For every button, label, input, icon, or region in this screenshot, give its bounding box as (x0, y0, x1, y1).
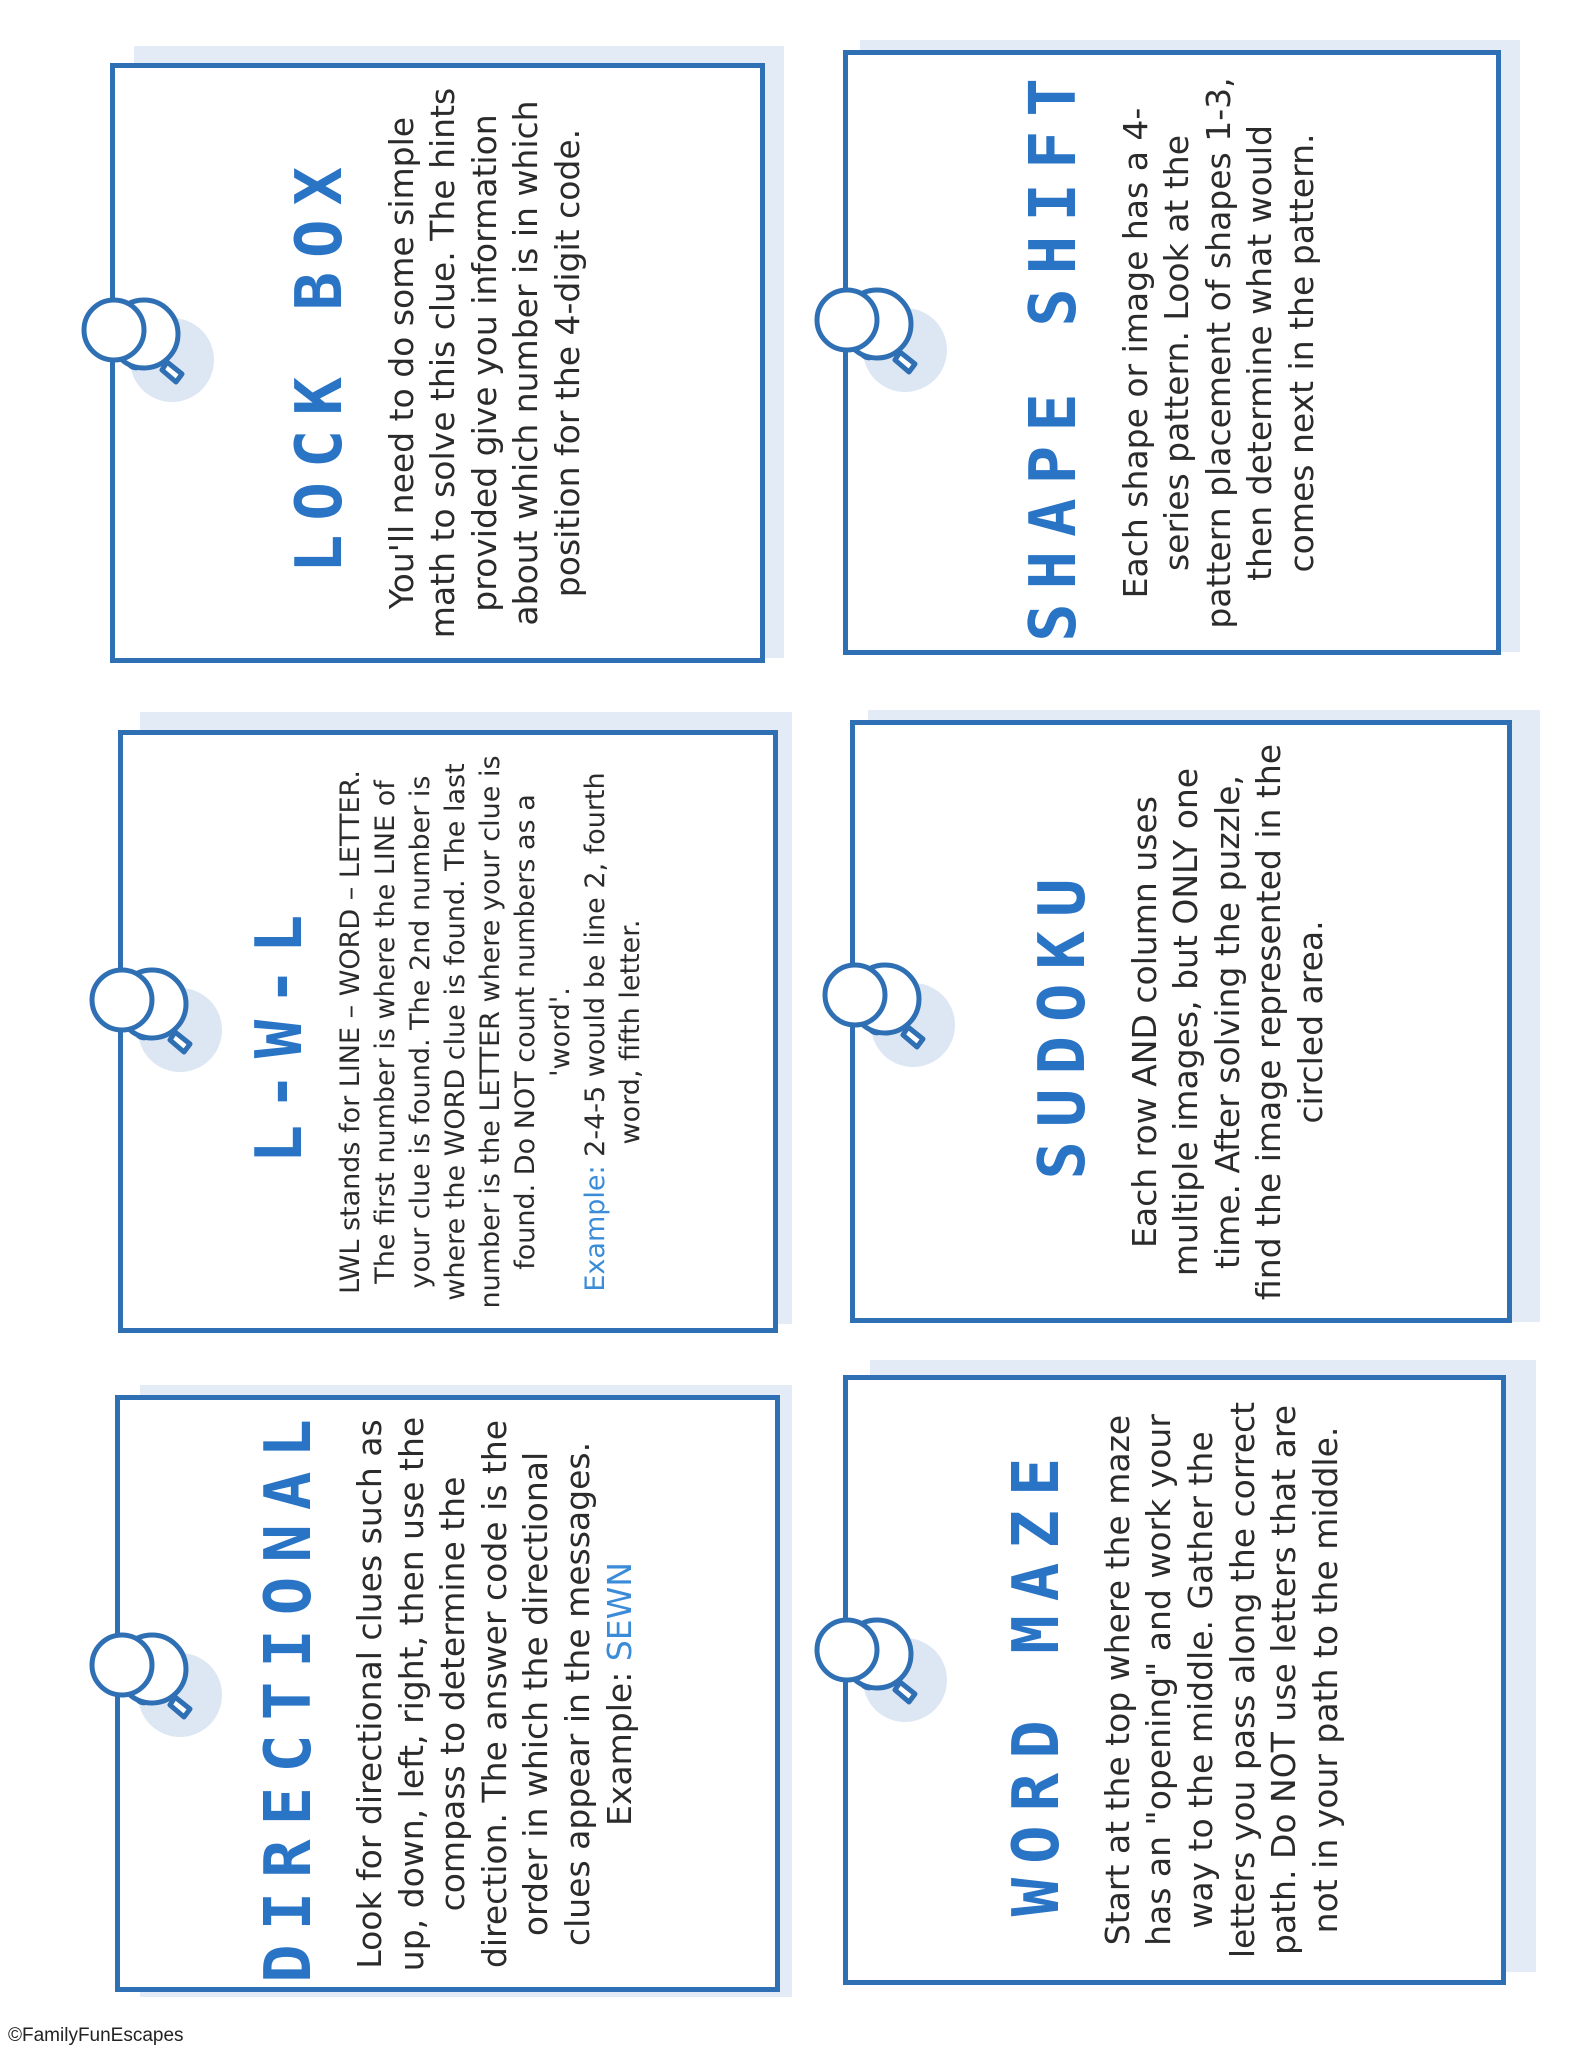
card-description: You'll need to do some simple math to solve this clue. The hints provided give you information about which number is in which position for the 4-digit code. (381, 87, 587, 639)
card-description-text: LWL stands for LINE – WORD – LETTER. The first number is where the LINE of your clue is found. The 2nd number is where the WORD clue is found. The last number is the LETTER where your clue is found. Do NOT count numbers as a 'word'. (334, 754, 577, 1309)
card-title: L-W-L (243, 900, 318, 1163)
pushpin-icon (80, 960, 230, 1080)
card-description: Each shape or image has a 4-series pattern. Look at the pattern placement of shapes 1-3, then determine what would comes next in the pattern. (1115, 76, 1321, 629)
card-description (333, 752, 649, 1312)
card-title: SUDOKU (1026, 863, 1101, 1180)
pushpin-icon (805, 1610, 955, 1730)
example-value: SEWN (599, 1561, 639, 1661)
pushpin-icon (813, 955, 963, 1075)
card-title: LOCK BOX (282, 152, 357, 574)
card-title: SHAPE SHIFT (1017, 63, 1092, 642)
pushpin-icon (805, 280, 955, 400)
example-text: 2-4-5 would be line 2, fourth word, fifth letter. (580, 771, 647, 1165)
pushpin-icon (80, 1625, 230, 1745)
card-description: Start at the top where the maze has an "opening" and work your way to the middle. Gather the letters you pass along the correct path. Do NOT use letters that are not in your path to the middle. (1097, 1401, 1345, 1959)
card-title: DIRECTIONAL (251, 1404, 326, 1983)
pushpin-icon (72, 290, 222, 410)
card-description (349, 1409, 640, 1979)
copyright-notice: ©FamilyFunEscapes (8, 2025, 184, 2046)
card-description: Each row AND column uses multiple images, but ONLY one time. After solving the puzzle, find the image represented in the circled area. (1124, 743, 1330, 1300)
example-label: Example: (580, 1164, 612, 1292)
card-description-text: Look for directional clues such as up, down, left, right, then use the compass to determine the direction. The answer code is the order in which the directional clues appear in the messages. Example: (349, 1416, 639, 1971)
card-title: WORD MAZE (999, 1443, 1074, 1917)
